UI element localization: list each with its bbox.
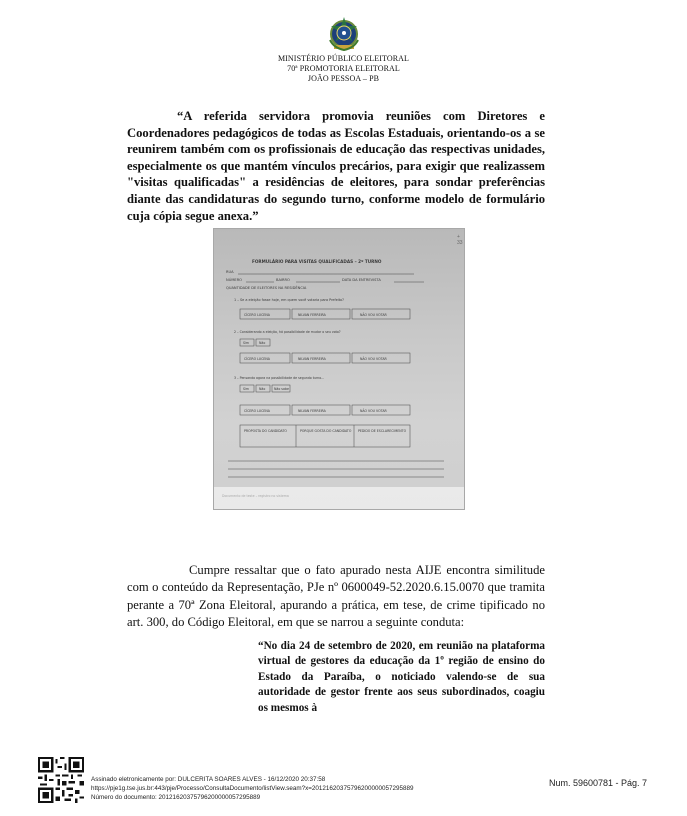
form-photo-image (213, 228, 465, 510)
form-table-head-c: PEDIDO DE ESCLARECIMENTO (358, 429, 407, 433)
form-photo-drawing (214, 229, 464, 509)
form-question-3: 3 – Pensando agora na possibilidade de segundo turno... (234, 376, 325, 380)
header-line-3: JOÃO PESSOA – PB (307, 74, 380, 83)
form-row-numero: NÚMERO (226, 278, 243, 282)
form-yes-2: Sim (243, 387, 250, 391)
form-row-bairro: BAIRRO (276, 278, 290, 282)
form-no: Não (259, 341, 266, 345)
qr-code-icon (38, 757, 84, 803)
form-title: FORMULÁRIO PARA VISITAS QUALIFICADAS – 2º TURNO (252, 259, 382, 264)
header-line-1: MINISTÉRIO PÚBLICO ELEITORAL (277, 54, 410, 63)
form-option-b-3: NILVAN FERREIRA (298, 409, 326, 413)
form-option-c: NÃO VOU VOTAR (360, 313, 387, 317)
form-option-a-2: CÍCERO LUCENA (244, 357, 270, 361)
page-number: Num. 59600781 - Pág. 7 (549, 778, 648, 788)
document-header (0, 14, 687, 84)
form-option-c-2: NÃO VOU VOTAR (360, 357, 387, 361)
quote-2-text: “No dia 24 de setembro de 2020, em reunião na plataforma virtual de gestores da educação da 1º região de ensino do Estado da Paraíba, o noticiado valendo-se de sua autoridade de gestor frente aos seus subordinados, coagiu os mesmos à (258, 640, 545, 714)
form-yes: Sim (243, 341, 250, 345)
paragraph-2 (127, 562, 545, 632)
form-question-2: 2 – Considerando a eleição, há possibilidade de mudar o seu voto? (234, 330, 341, 334)
form-option-b: NILVAN FERREIRA (298, 313, 326, 317)
form-table-head-a: PROPOSTA DO CANDIDATO (244, 429, 287, 433)
quote-paragraph-1 (127, 108, 545, 224)
form-option-a: CÍCERO LUCENA (244, 313, 270, 317)
form-no-2: Não (259, 387, 266, 391)
quote-1-text: “A referida servidora promovia reuniões com Diretores e Coordenadores pedagógicos de todas as Escolas Estaduais, orientando-os a se reunirem também com os profissionais de educação das respectivas unidades, especialmente os que mantém vínculos precários, para exigir que realizassem "visitas qualificadas" a residências de eleitores, para sondar preferências diante das candidaturas do segundo turno, conforme modelo de formulário cuja cópia segue anexa.” (127, 109, 545, 223)
document-number: Número do documento: 20121620375796200000057295889 (91, 794, 261, 801)
form-table-head-b: PORQUE GOSTA DO CANDIDATO (300, 429, 352, 433)
form-other: Não sabe (274, 387, 289, 391)
form-row-quantidade: QUANTIDADE DE ELEITORES NA RESIDÊNCIA (226, 286, 307, 290)
signature-metadata (91, 775, 413, 802)
header-line-2: 70ª PROMOTORIA ELEITORAL (287, 64, 400, 73)
form-question-1: 1 – Se a eleição fosse hoje, em quem você votaria para Prefeito? (234, 298, 344, 302)
form-photo (205, 226, 463, 514)
signed-by: Assinado eletronicamente por: DULCERITA SOARES ALVES - 16/12/2020 20:37:58 (91, 776, 326, 783)
coat-of-arms-icon (324, 14, 364, 54)
form-option-a-3: CÍCERO LUCENA (244, 409, 270, 413)
form-option-b-2: NILVAN FERREIRA (298, 357, 326, 361)
form-row-data: DATA DA ENTREVISTA (342, 278, 381, 282)
paragraph-2-text: Cumpre ressaltar que o fato apurado nesta AIJE encontra similitude com o conteúdo da Representação, PJe nº 0600049-52.2020.6.15.0070 que tramita perante a 70ª Zona Eleitoral, apurando a prática, em tese, de crime tipificado no art. 300, do Código Eleitoral, em que se narrou a seguinte conduta: (127, 563, 545, 630)
form-row-rua: RUA (226, 270, 234, 274)
form-option-c-3: NÃO VOU VOTAR (360, 409, 387, 413)
photo-corner-mark: + 33 (457, 234, 463, 246)
document-url[interactable]: https://pje1g.tse.jus.br:443/pje/Processo/ConsultaDocumento/listView.seam?x=20121620375796200000057295889 (91, 785, 414, 792)
quote-paragraph-2 (258, 639, 545, 716)
